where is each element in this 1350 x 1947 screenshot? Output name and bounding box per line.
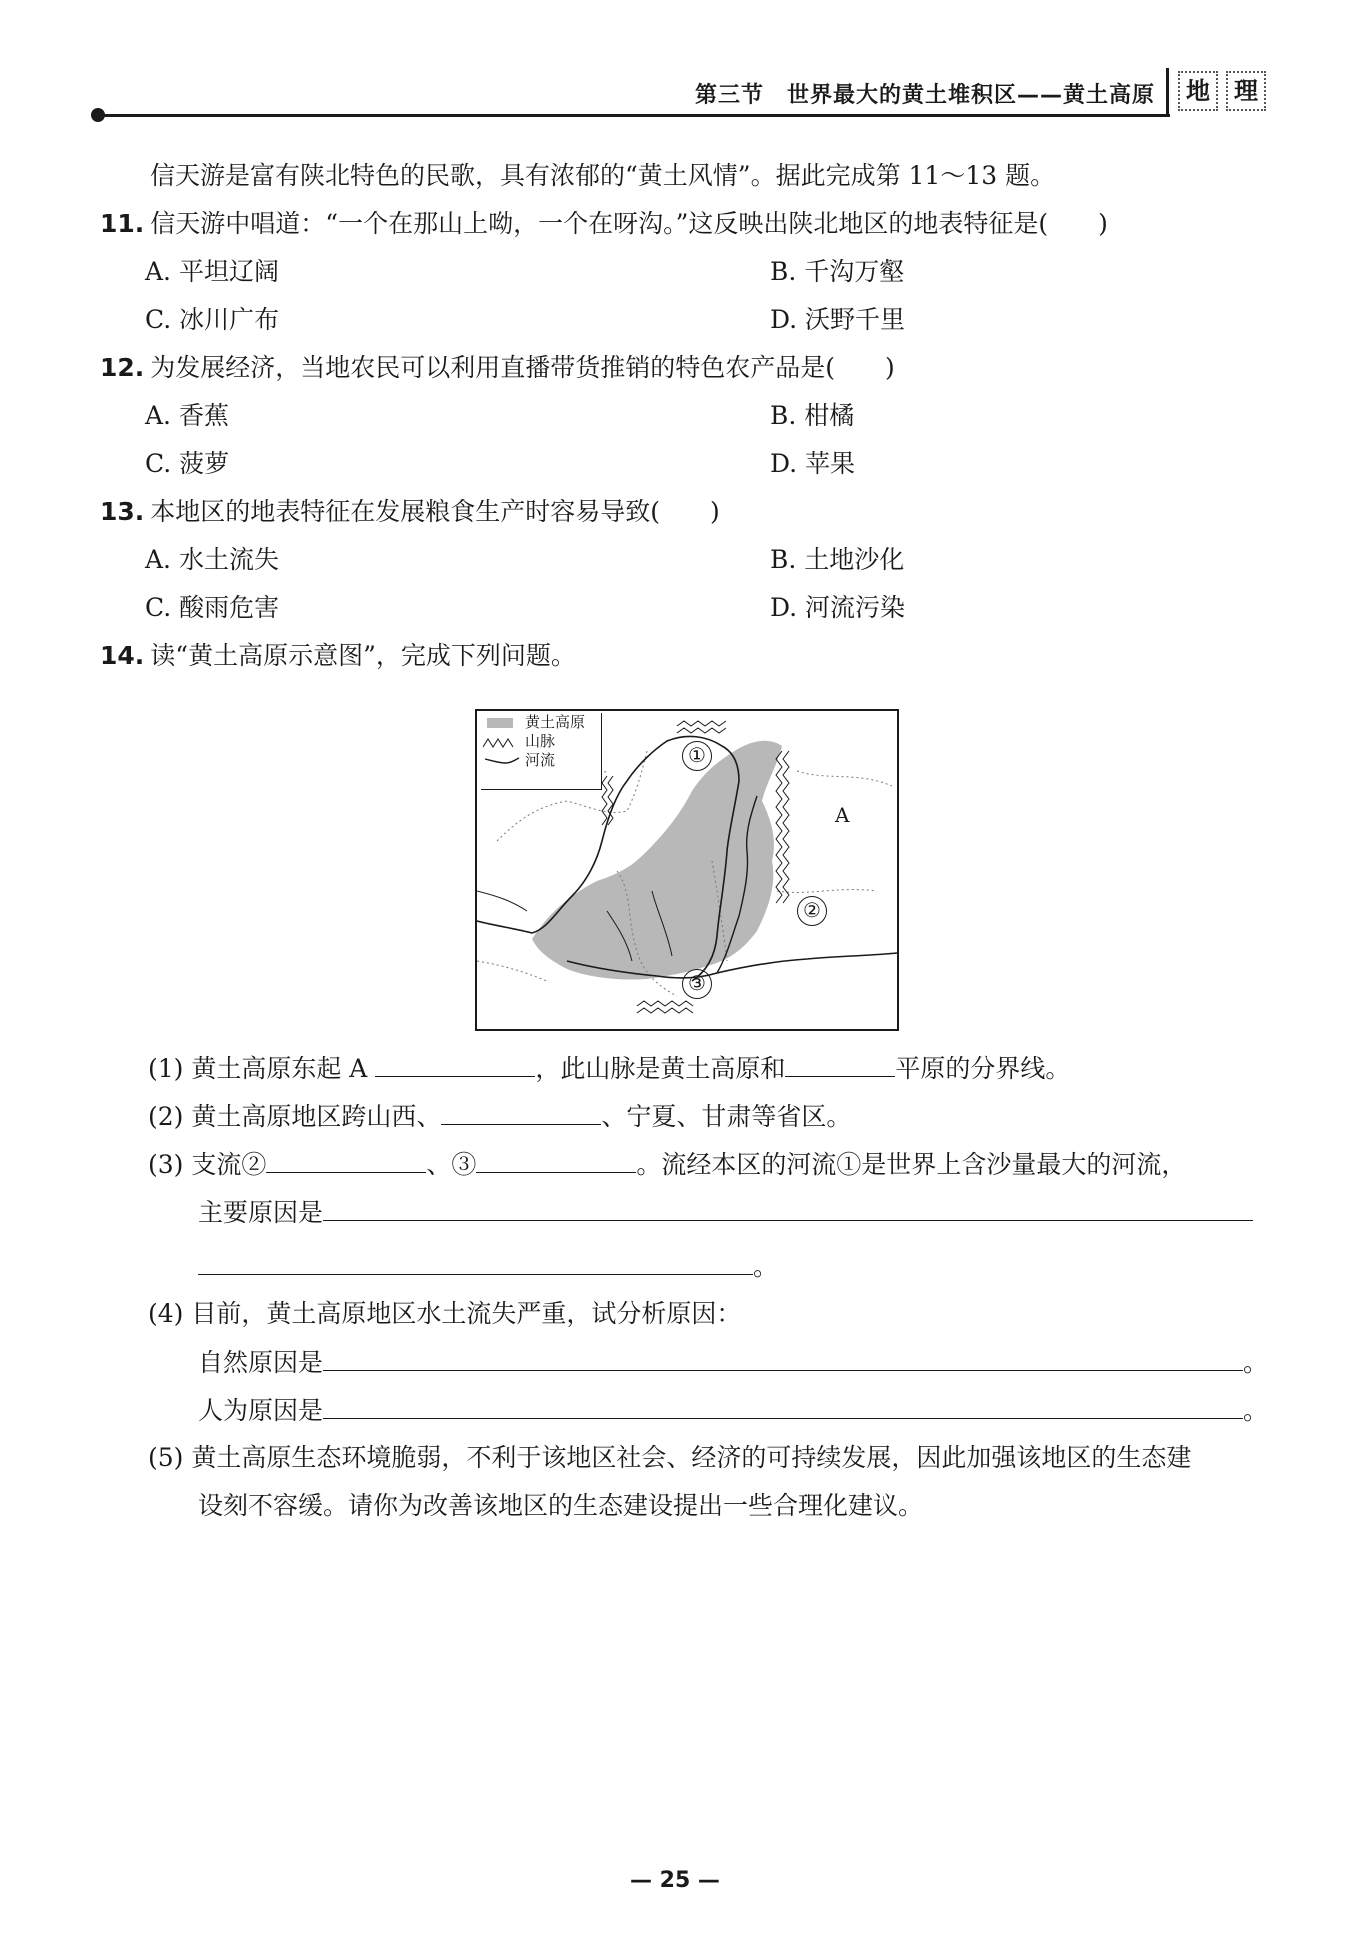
boundary-line xyxy=(797,771,892,786)
subq-4-human xyxy=(198,1394,1268,1427)
yinshan-mountains xyxy=(677,721,726,733)
question-number: 11. xyxy=(100,209,145,238)
taihang-mountains xyxy=(776,751,789,903)
question-11 xyxy=(100,208,1108,240)
question-number: 14. xyxy=(100,641,145,670)
page-number: — 25 — xyxy=(630,1868,720,1893)
q12-option-d[interactable]: D. 苹果 xyxy=(770,449,856,478)
q12-option-a[interactable]: A. 香蕉 xyxy=(145,401,229,430)
subq-4-human-label: 人为原因是 xyxy=(198,1396,324,1425)
subq-3 xyxy=(148,1148,1186,1181)
answer-blank[interactable] xyxy=(323,1196,1253,1221)
subq-3-text-d: 主要原因是 xyxy=(198,1198,324,1227)
legend-row-river xyxy=(481,751,601,770)
subq-5-line-1: (5) 黄土高原生态环境脆弱，不利于该地区社会、经济的可持续发展，因此加强该地区的生态建 xyxy=(148,1443,1192,1472)
subq-1-text-b: ，此山脉是黄土高原和 xyxy=(535,1054,786,1083)
subq-3-text-c: 。流经本区的河流①是世界上含沙量最大的河流， xyxy=(636,1150,1187,1179)
answer-blank[interactable] xyxy=(323,1346,1243,1371)
q11-option-b[interactable]: B. 千沟万壑 xyxy=(770,257,905,286)
legend-row-plateau xyxy=(481,713,601,732)
answer-blank[interactable] xyxy=(785,1052,895,1077)
subq-1-text-a: (1) 黄土高原东起 A xyxy=(148,1054,368,1083)
subq-3-end: 。 xyxy=(753,1252,779,1281)
subq-1-text-c: 平原的分界线。 xyxy=(895,1054,1071,1083)
boundary-line xyxy=(777,890,877,893)
subq-3-text-b: 、③ xyxy=(426,1150,477,1179)
subq-2 xyxy=(148,1100,851,1133)
q13-option-a[interactable]: A. 水土流失 xyxy=(145,545,279,574)
subject-char-di: 地 xyxy=(1178,71,1218,111)
answer-blank[interactable] xyxy=(266,1148,426,1173)
q13-option-c[interactable]: C. 酸雨危害 xyxy=(145,593,280,622)
subq-3-reason-cont xyxy=(198,1250,778,1283)
subq-4: (4) 目前，黄土高原地区水土流失严重，试分析原因： xyxy=(148,1299,742,1328)
page-header xyxy=(95,68,1275,128)
answer-blank[interactable] xyxy=(476,1148,636,1173)
header-rule-dot xyxy=(91,108,105,122)
q11-option-d[interactable]: D. 沃野千里 xyxy=(770,305,906,334)
q12-option-b[interactable]: B. 柑橘 xyxy=(770,401,855,430)
legend-plateau-swatch xyxy=(487,718,513,728)
question-stem: 信天游中唱道：“一个在那山上呦，一个在呀沟。”这反映出陕北地区的地表特征是( ) xyxy=(150,209,1108,238)
map-legend xyxy=(481,713,602,790)
subq-1 xyxy=(148,1052,1070,1085)
minor-river xyxy=(477,891,527,911)
subq-5-line-2: 设刻不容缓。请你为改善该地区的生态建设提出一些合理化建议。 xyxy=(198,1491,924,1520)
legend-river-icon xyxy=(481,754,521,768)
subq-2-text-a: (2) 黄土高原地区跨山西、 xyxy=(148,1102,442,1131)
answer-blank[interactable] xyxy=(198,1250,753,1275)
question-stem: 读“黄土高原示意图”，完成下列问题。 xyxy=(150,641,576,670)
intro-text: 信天游是富有陕北特色的民歌，具有浓郁的“黄土风情”。据此完成第 11～13 题。 xyxy=(150,161,1056,190)
q12-option-c[interactable]: C. 菠萝 xyxy=(145,449,230,478)
boundary-line xyxy=(477,961,547,981)
map-label-a: A xyxy=(835,803,850,827)
question-14 xyxy=(100,640,576,672)
map-label-3: ③ xyxy=(682,969,712,999)
answer-blank[interactable] xyxy=(441,1100,601,1125)
subq-4-natural xyxy=(198,1346,1268,1379)
subq-2-text-b: 、宁夏、甘肃等省区。 xyxy=(601,1102,852,1131)
question-13 xyxy=(100,496,720,528)
header-rule xyxy=(95,114,1170,117)
q11-option-a[interactable]: A. 平坦辽阔 xyxy=(145,257,279,286)
helan-mountains xyxy=(602,776,613,825)
subq-3-text-a: (3) 支流② xyxy=(148,1150,267,1179)
qinling-mountains xyxy=(637,1001,693,1013)
q13-option-b[interactable]: B. 土地沙化 xyxy=(770,545,905,574)
question-number: 12. xyxy=(100,353,145,382)
question-stem: 为发展经济，当地农民可以利用直播带货推销的特色农产品是( ) xyxy=(150,353,895,382)
question-12 xyxy=(100,352,895,384)
subq-3-reason xyxy=(198,1196,1253,1229)
question-stem: 本地区的地表特征在发展粮食生产时容易导致( ) xyxy=(150,497,720,526)
legend-mountain-label: 山脉 xyxy=(525,732,556,750)
q11-option-c[interactable]: C. 冰川广布 xyxy=(145,305,280,334)
legend-river-label: 河流 xyxy=(525,751,556,769)
subject-box xyxy=(1166,68,1275,114)
legend-mountain-icon xyxy=(481,735,521,749)
question-number: 13. xyxy=(100,497,145,526)
subq-4-natural-label: 自然原因是 xyxy=(198,1348,324,1377)
section-title: 第三节 世界最大的黄土堆积区——黄土高原 xyxy=(694,83,1155,108)
map-label-2: ② xyxy=(797,896,827,926)
q13-option-d[interactable]: D. 河流污染 xyxy=(770,593,906,622)
legend-row-mountain xyxy=(481,732,601,751)
map-label-1: ① xyxy=(682,741,712,771)
answer-blank[interactable] xyxy=(375,1052,535,1077)
loess-plateau-map xyxy=(475,709,899,1031)
subject-char-li: 理 xyxy=(1226,71,1266,111)
legend-plateau-label: 黄土高原 xyxy=(525,713,586,731)
subq-4-natural-end: 。 xyxy=(1243,1348,1269,1377)
subq-4-human-end: 。 xyxy=(1243,1396,1269,1425)
answer-blank[interactable] xyxy=(323,1394,1243,1419)
